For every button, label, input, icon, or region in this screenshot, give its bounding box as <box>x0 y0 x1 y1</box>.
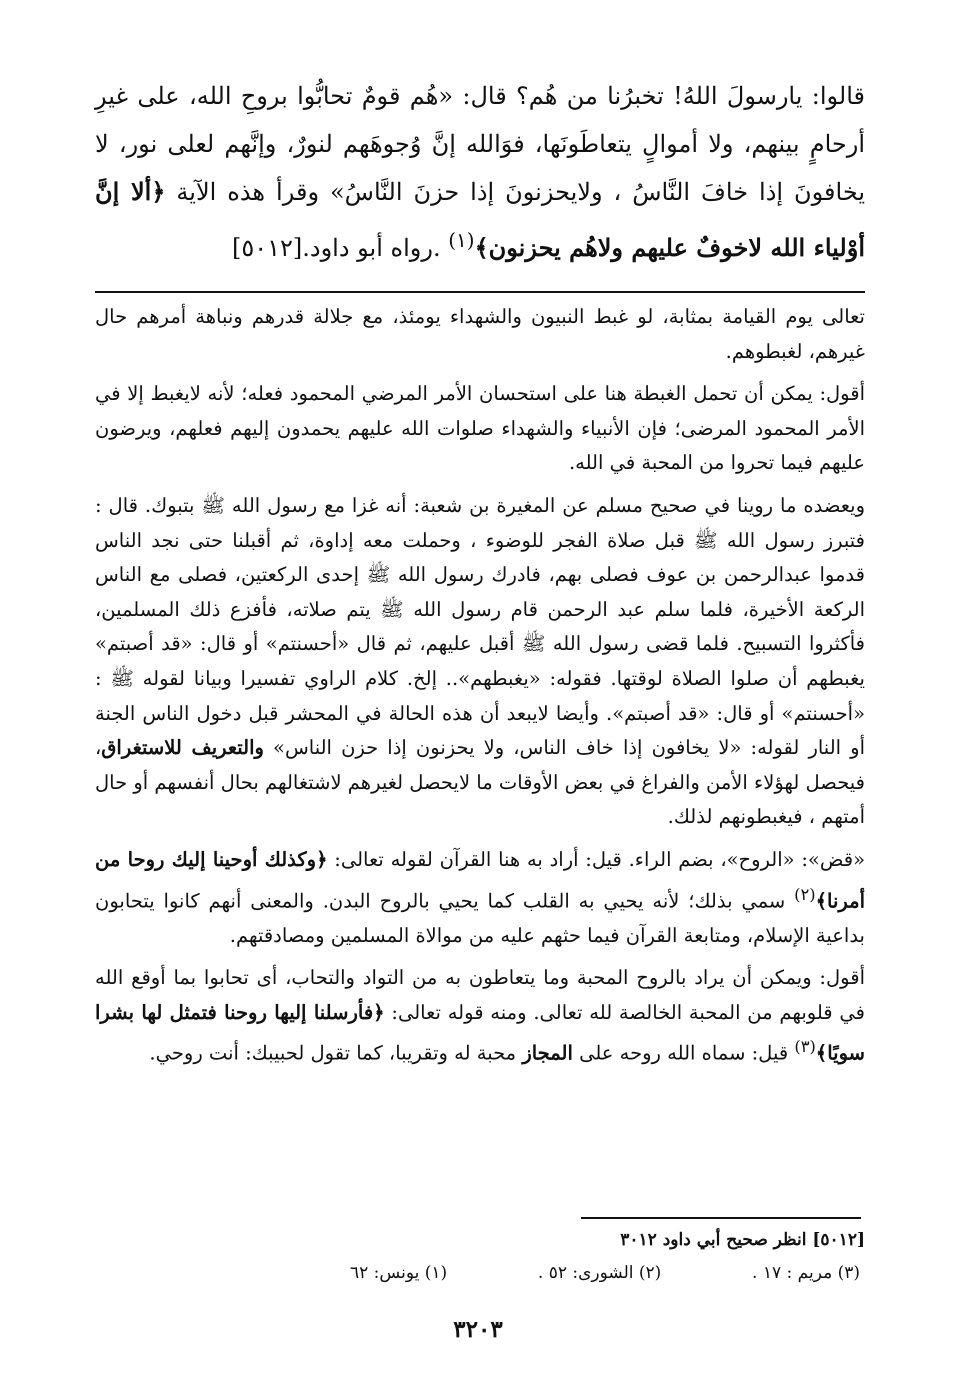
commentary-paragraph-4 <box>95 843 865 953</box>
quran-verse-3: ﴿فأرسلنا إليها روحنا فتمثل لها بشرا سويًا﴾ <box>95 1000 865 1065</box>
footnote-ref-2: (٢) <box>794 884 816 904</box>
page-number: ٣٢٠٣ <box>453 1316 503 1343</box>
paragraph-3-end: ، فيحصل لهؤلاء الأمن والفراغ في بعض الأوقات ما لايحصل لغيرهم لاشتغالهم بحال أنفسهم أو حال أمتهم ، فيغبطونهم لذلك. <box>95 736 865 829</box>
commentary <box>95 300 865 1079</box>
paragraph-5-bold: المجاز <box>522 1041 573 1065</box>
paragraph-3-bold: والتعريف للاستغراق <box>101 736 264 760</box>
commentary-paragraph-1: تعالى يوم القيامة بمثابة، لو غبط النبيون والشهداء يومئذ، مع جلالة قدرهم ونباهة أمرهم حال غيرهم، لغبطوهم. <box>95 305 865 363</box>
paragraph-4-end: سمي بذلك؛ لأنه يحيي به القلب كما يحيي بالروح البدن. والمعنى أنهم كانوا يتحابون بداعية الإسلام، ومتابعة القرآن فيما حثهم عليه من موالاة المسلمين ومصادقتهم. <box>95 889 865 947</box>
section-divider <box>95 291 865 293</box>
footnote-row <box>95 1259 865 1287</box>
paragraph-5-end: محبة له وتقريبا، كما تقول لحبيبك: أنت روحي. <box>149 1041 523 1065</box>
quran-verse-2: ﴿وكذلك أوحينا إليك روحا من أمرنا﴾ <box>95 847 865 912</box>
hadith-body: قالوا: يارسولَ اللهُ! تخبرُنا من هُم؟ قال: «هُم قومٌ تحابُّوا بروحِ الله، على غيرِ أرحامٍ بينهم، ولا أموالٍ يتعاطَونَها، فوَالله إنَّ وُجوهَهم لنورٌ، وإنَّهم لعلى نور، لا يخافونَ إذا خافَ النَّاسُ ، ولايحزنونَ إذا حزنَ النَّاسُ» وقرأ هذه الآية <box>95 82 865 206</box>
commentary-paragraph-5 <box>95 961 865 1071</box>
footnote-ref: (١) <box>448 228 475 252</box>
hadith-source: .رواه أبو داود.[٥٠١٢] <box>231 234 449 262</box>
footnote-3: (٣) مريم : ١٧ . <box>752 1263 860 1283</box>
footnotes <box>95 1225 865 1287</box>
commentary-paragraph-2: أقول: يمكن أن تحمل الغبطة هنا على استحسان الأمر المرضي المحمود فعله؛ لأنه لايغبط إلا في الأمر المحمود المرضى؛ فإن الأنبياء والشهداء صلوات الله عليهم يحمدون إليهم فعلهم، ويرضون عليهم فيما تحروا من المحبة في الله. <box>95 382 865 475</box>
quran-verse: ﴿ألا إنَّ أوْلياء الله لاخوفٌ عليهم ولاهُم يحزنون﴾ <box>95 177 865 262</box>
paragraph-3-text: ويعضده ما روينا في صحيح مسلم عن المغيرة بن شعبة: أنه غزا مع رسول الله ﷺ بتبوك. قال : فتبرز رسول الله ﷺ قبل صلاة الفجر للوضوء ، وحملت معه إداوة، ثم أقبلنا حتى نجد الناس قدموا عبدالرحمن بن عوف فصلى بهم، فادرك رسول الله ﷺ إحدى الركعتين، فصلى مع الناس الركعة الأخيرة، فلما سلم عبد الرحمن قام رسول الله ﷺ يتم صلاته، فأفزع ذلك المسلمين، فأكثروا التسبيح. فلما قضى رسول الله ﷺ أقبل عليهم، ثم قال «أحسنتم» أو قال: «قد أصبتم» يغبطهم أن صلوا الصلاة لوقتها. فقوله: «يغبطهم».. إلخ. كلام الراوي تفسيرا وبيانا لقوله ﷺ : «أحسنتم» أو قال: «قد أصبتم». وأيضا لايبعد أن هذه الحالة في المحشر قبل دخول الناس الجنة أو النار لقوله: «لا يخافون إذا خاف الناس، ولا يحزنون إذا حزن الناس» <box>95 493 865 760</box>
footnote-1: (١) يونس: ٦٢ <box>350 1263 448 1283</box>
paragraph-5-start: أقول: ويمكن أن يراد بالروح المحبة وما يتعاطون به من التواد والتحاب، أى تحابوا بما أوقع الله في قلوبهم من المحبة الخالصة لله تعالى. ومنه قوله تعالى: <box>95 966 865 1024</box>
footnote-2: (٢) الشورى: ٥٢ . <box>537 1263 662 1283</box>
commentary-paragraph-3 <box>95 489 865 835</box>
source-note: [٥٠١٢] انظر صحيح أبي داود ٣٠١٢ <box>620 1230 865 1250</box>
footnote-divider <box>581 1217 861 1219</box>
paragraph-4-start: «قض»: «الروح»، بضم الراء. قيل: أراد به هنا القرآن لقوله تعالى: <box>327 847 866 871</box>
hadith-text <box>95 72 865 272</box>
footnote-ref-3: (٣) <box>794 1037 816 1057</box>
paragraph-5-mid: قيل: سماه الله روحه على <box>572 1041 795 1065</box>
